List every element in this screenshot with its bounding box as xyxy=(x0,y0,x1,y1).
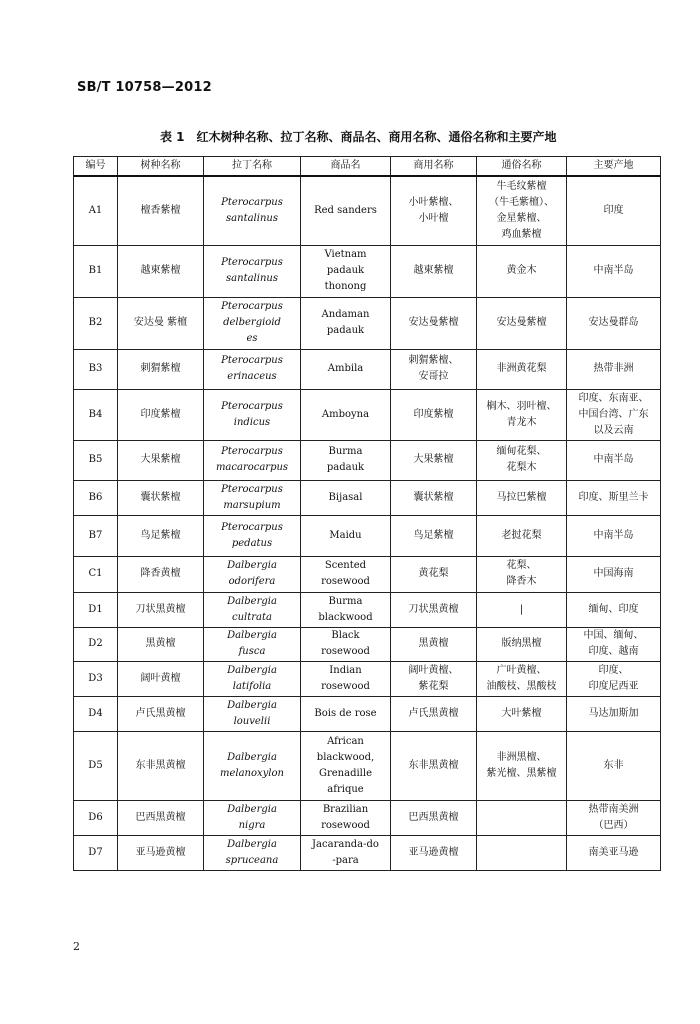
cell-species: 印度紫檀 xyxy=(118,389,204,440)
cell-line: blackwood, xyxy=(316,751,375,763)
cell-line: 刀状黑黄檀 xyxy=(408,603,459,615)
cell-line: 紫花梨 xyxy=(418,680,449,692)
table-row xyxy=(74,349,661,389)
cell-origin xyxy=(567,731,661,800)
cell-line: Ambila xyxy=(327,363,364,374)
cell-latin xyxy=(204,731,301,800)
cell-line: Pterocarpus xyxy=(221,257,283,268)
table-row xyxy=(74,389,661,440)
cell-commercial xyxy=(391,800,477,835)
cell-line: odorifera xyxy=(228,576,276,587)
cell-commercial xyxy=(391,515,477,556)
cell-latin xyxy=(204,800,301,835)
cell-line: afrique xyxy=(327,783,364,795)
cell-species: 东非黑黄檀 xyxy=(118,731,204,800)
cell-line: 印度紫檀 xyxy=(413,408,454,420)
cell-latin xyxy=(204,592,301,627)
cell-common xyxy=(477,731,567,800)
cell-line: 中国台湾、广东 xyxy=(578,408,649,420)
cell-trade xyxy=(301,515,391,556)
table-row xyxy=(74,556,661,592)
cell-trade xyxy=(301,245,391,297)
cell-line: 刺猬紫檀、 xyxy=(408,355,459,366)
table-row xyxy=(74,731,661,800)
cell-line: 黄金木 xyxy=(506,265,537,276)
cell-line: 鸡血紫檀 xyxy=(501,228,542,240)
cell-species: 巴西黑黄檀 xyxy=(118,800,204,835)
cell-line: 降香木 xyxy=(506,576,537,587)
cell-common xyxy=(477,297,567,349)
column-header: 树种名称 xyxy=(118,157,204,177)
cell-line: 榈木、羽叶檀、 xyxy=(486,400,557,412)
table-row xyxy=(74,297,661,349)
cell-species: 亚马逊黄檀 xyxy=(118,835,204,870)
cell-common xyxy=(477,627,567,661)
cell-line: Red sanders xyxy=(314,204,377,216)
cell-line: 牛毛纹紫檀 xyxy=(496,180,547,192)
cell-origin xyxy=(567,627,661,661)
table-title: 红木树种名称、拉丁名称、商品名、商用名称、通俗名称和主要产地 xyxy=(196,130,557,144)
cell-line: 小叶紫檀、 xyxy=(408,196,459,208)
cell-line: Amboyna xyxy=(321,408,370,420)
cell-line: 中南半岛 xyxy=(593,454,634,465)
table-row xyxy=(74,480,661,515)
cell-origin xyxy=(567,349,661,389)
cell-code: B1 xyxy=(74,245,118,297)
cell-line: latifolia xyxy=(232,680,272,692)
cell-code: D7 xyxy=(74,835,118,870)
cell-line: 南美亚马逊 xyxy=(588,846,639,858)
cell-line: Dalbergia xyxy=(227,630,277,641)
cell-line: santalinus xyxy=(226,212,278,224)
cell-commercial xyxy=(391,480,477,515)
table-number: 表 1 xyxy=(160,130,185,144)
cell-common xyxy=(477,440,567,480)
cell-line: Brazilian xyxy=(322,803,369,815)
cell-line: 印度尼西亚 xyxy=(588,680,639,692)
cell-line: 小叶檀 xyxy=(418,212,449,224)
cell-code: B5 xyxy=(74,440,118,480)
cell-line: rosewood xyxy=(321,680,370,692)
cell-commercial xyxy=(391,556,477,592)
cell-line: Dalbergia xyxy=(227,595,277,607)
cell-line: Bois de rose xyxy=(314,707,377,719)
cell-line: Pterocarpus xyxy=(221,483,283,495)
cell-line: | xyxy=(519,603,524,615)
cell-origin xyxy=(567,592,661,627)
cell-line: Black xyxy=(331,630,360,641)
cell-line: 越柬紫檀 xyxy=(413,265,454,276)
cell-line: 热带非洲 xyxy=(593,363,634,374)
cell-line: erinaceus xyxy=(227,371,277,382)
cell-code: B6 xyxy=(74,480,118,515)
cell-origin xyxy=(567,176,661,245)
cell-line: 安达曼紫檀 xyxy=(496,317,547,328)
cell-commercial xyxy=(391,696,477,731)
cell-line: Vietnam xyxy=(324,249,367,260)
cell-code: B2 xyxy=(74,297,118,349)
table-row xyxy=(74,696,661,731)
cell-line: padauk xyxy=(326,265,365,276)
cell-trade xyxy=(301,696,391,731)
cell-origin xyxy=(567,661,661,696)
cell-line: 热带南美洲 xyxy=(588,803,639,815)
cell-line: 巴西黑黄檀 xyxy=(408,811,459,823)
cell-commercial xyxy=(391,389,477,440)
cell-trade xyxy=(301,592,391,627)
cell-line: spruceana xyxy=(225,854,279,866)
cell-line: 中国海南 xyxy=(593,568,634,579)
cell-code: C1 xyxy=(74,556,118,592)
cell-common xyxy=(477,592,567,627)
cell-line: Indian xyxy=(329,664,362,676)
cell-commercial xyxy=(391,176,477,245)
table-row xyxy=(74,592,661,627)
cell-line: 大果紫檀 xyxy=(413,454,454,465)
species-table xyxy=(73,156,661,871)
cell-code: D3 xyxy=(74,661,118,696)
cell-line: 卢氏黑黄檀 xyxy=(408,707,459,719)
cell-line: Maidu xyxy=(329,529,362,541)
column-header: 商用名称 xyxy=(391,157,477,177)
cell-species: 黑黄檀 xyxy=(118,627,204,661)
cell-line: Scented xyxy=(324,560,367,571)
cell-line: 金星紫檀、 xyxy=(496,212,547,224)
cell-common xyxy=(477,556,567,592)
cell-code: D6 xyxy=(74,800,118,835)
cell-line: 缅甸、印度 xyxy=(588,603,639,615)
cell-line: marsupium xyxy=(223,499,281,511)
cell-line: padauk xyxy=(326,462,365,473)
cell-line: Andaman xyxy=(321,309,370,320)
cell-origin xyxy=(567,800,661,835)
cell-latin xyxy=(204,480,301,515)
cell-line: melanoxylon xyxy=(220,767,284,779)
cell-origin xyxy=(567,389,661,440)
cell-code: D5 xyxy=(74,731,118,800)
cell-line: 老挝花梨 xyxy=(501,529,542,541)
table-row xyxy=(74,515,661,556)
cell-line: Pterocarpus xyxy=(221,301,283,312)
table-row xyxy=(74,176,661,245)
cell-line: （牛毛紫檀）、 xyxy=(489,196,554,208)
cell-line: Burma xyxy=(328,446,363,457)
column-header: 编号 xyxy=(74,157,118,177)
cell-line: 印度、斯里兰卡 xyxy=(578,491,649,503)
cell-line: santalinus xyxy=(226,273,278,284)
cell-code: B7 xyxy=(74,515,118,556)
cell-commercial xyxy=(391,440,477,480)
cell-species: 鸟足紫檀 xyxy=(118,515,204,556)
column-header: 拉丁名称 xyxy=(204,157,301,177)
cell-line: rosewood xyxy=(321,576,370,587)
cell-line: 东非 xyxy=(603,759,624,771)
cell-line: Burma xyxy=(328,595,363,607)
cell-common xyxy=(477,176,567,245)
cell-species: 卢氏黑黄檀 xyxy=(118,696,204,731)
cell-line: 鸟足紫檀 xyxy=(413,529,454,541)
table-caption xyxy=(160,128,557,145)
table-body xyxy=(74,176,661,870)
cell-line: fusca xyxy=(238,646,266,657)
cell-trade xyxy=(301,627,391,661)
cell-line: 安达曼紫檀 xyxy=(408,317,459,328)
cell-line: 马拉巴紫檀 xyxy=(496,491,547,503)
cell-line: African xyxy=(327,735,364,747)
cell-line: 花梨木 xyxy=(506,462,537,473)
cell-line: 中南半岛 xyxy=(593,529,634,541)
cell-line: indicus xyxy=(233,416,271,428)
cell-line: Grenadille xyxy=(318,767,372,779)
table-row xyxy=(74,245,661,297)
cell-line: nigra xyxy=(238,819,266,831)
cell-line: Pterocarpus xyxy=(221,521,283,533)
cell-trade xyxy=(301,440,391,480)
cell-line: 黄花梨 xyxy=(418,568,449,579)
cell-trade xyxy=(301,349,391,389)
cell-line: Dalbergia xyxy=(227,664,277,676)
table-row xyxy=(74,627,661,661)
cell-species: 囊状紫檀 xyxy=(118,480,204,515)
cell-commercial xyxy=(391,627,477,661)
cell-trade xyxy=(301,731,391,800)
cell-line: （巴西） xyxy=(593,819,634,831)
cell-line: 非洲黄花梨 xyxy=(496,363,547,374)
cell-trade xyxy=(301,556,391,592)
cell-common xyxy=(477,835,567,870)
cell-latin xyxy=(204,176,301,245)
cell-species: 檀香紫檀 xyxy=(118,176,204,245)
cell-line: 版纳黑檀 xyxy=(501,638,542,649)
cell-species: 刀状黑黄檀 xyxy=(118,592,204,627)
cell-species: 越柬紫檀 xyxy=(118,245,204,297)
cell-origin xyxy=(567,556,661,592)
cell-code: D4 xyxy=(74,696,118,731)
cell-line: Pterocarpus xyxy=(221,400,283,412)
cell-line: Dalbergia xyxy=(227,699,277,711)
cell-species: 大果紫檀 xyxy=(118,440,204,480)
cell-line: 印度 xyxy=(603,204,624,216)
cell-line: thonong xyxy=(324,281,367,292)
cell-origin xyxy=(567,245,661,297)
cell-trade xyxy=(301,661,391,696)
cell-line: 印度、 xyxy=(598,664,629,676)
cell-line: 缅甸花梨、 xyxy=(496,446,547,457)
page-number: 2 xyxy=(73,940,80,953)
cell-line: 东非黑黄檀 xyxy=(408,759,459,771)
cell-line: Pterocarpus xyxy=(221,196,283,208)
cell-line: 亚马逊黄檀 xyxy=(408,846,459,858)
cell-line: Dalbergia xyxy=(227,751,277,763)
cell-code: B3 xyxy=(74,349,118,389)
cell-line: 广叶黄檀、 xyxy=(496,664,547,676)
cell-origin xyxy=(567,515,661,556)
cell-origin xyxy=(567,835,661,870)
cell-line: 阔叶黄檀、 xyxy=(408,664,459,676)
cell-common xyxy=(477,515,567,556)
cell-line: Dalbergia xyxy=(227,560,277,571)
cell-line: rosewood xyxy=(321,646,370,657)
cell-commercial xyxy=(391,592,477,627)
cell-latin xyxy=(204,440,301,480)
column-header: 通俗名称 xyxy=(477,157,567,177)
cell-line: blackwood xyxy=(318,611,373,623)
cell-line: rosewood xyxy=(321,819,370,831)
cell-line: cultrata xyxy=(232,611,272,623)
cell-common xyxy=(477,245,567,297)
cell-line: 以及云南 xyxy=(593,424,634,436)
cell-species: 安达曼 紫檀 xyxy=(118,297,204,349)
cell-origin xyxy=(567,440,661,480)
cell-trade xyxy=(301,176,391,245)
cell-species: 阔叶黄檀 xyxy=(118,661,204,696)
cell-commercial xyxy=(391,661,477,696)
column-header: 商品名 xyxy=(301,157,391,177)
cell-line: 青龙木 xyxy=(506,416,537,428)
cell-trade xyxy=(301,800,391,835)
cell-line: 花梨、 xyxy=(506,560,537,571)
cell-line: 安达曼群岛 xyxy=(588,317,639,328)
column-header: 主要产地 xyxy=(567,157,661,177)
cell-line: es xyxy=(246,333,258,344)
cell-line: -para xyxy=(332,854,359,866)
cell-line: 油酸枝、黑酸枝 xyxy=(486,680,557,692)
cell-latin xyxy=(204,835,301,870)
cell-commercial xyxy=(391,349,477,389)
cell-trade xyxy=(301,297,391,349)
cell-latin xyxy=(204,696,301,731)
cell-code: D1 xyxy=(74,592,118,627)
cell-line: 印度、东南亚、 xyxy=(578,392,649,404)
cell-latin xyxy=(204,245,301,297)
cell-latin xyxy=(204,297,301,349)
cell-common xyxy=(477,696,567,731)
cell-species: 降香黄檀 xyxy=(118,556,204,592)
cell-line: 囊状紫檀 xyxy=(413,491,454,503)
cell-common xyxy=(477,349,567,389)
cell-line: 中南半岛 xyxy=(593,265,634,276)
cell-code: B4 xyxy=(74,389,118,440)
cell-origin xyxy=(567,297,661,349)
cell-line: 中国、缅甸、 xyxy=(583,630,644,641)
cell-common xyxy=(477,800,567,835)
cell-commercial xyxy=(391,245,477,297)
cell-latin xyxy=(204,661,301,696)
table-row xyxy=(74,835,661,870)
cell-trade xyxy=(301,835,391,870)
cell-line: 安哥拉 xyxy=(418,371,449,382)
cell-common xyxy=(477,480,567,515)
cell-latin xyxy=(204,389,301,440)
table-header-row xyxy=(74,157,661,177)
cell-line: 黑黄檀 xyxy=(418,638,449,649)
cell-species: 刺猬紫檀 xyxy=(118,349,204,389)
cell-common xyxy=(477,389,567,440)
cell-origin xyxy=(567,696,661,731)
cell-commercial xyxy=(391,731,477,800)
cell-commercial xyxy=(391,297,477,349)
cell-origin xyxy=(567,480,661,515)
cell-commercial xyxy=(391,835,477,870)
cell-line: padauk xyxy=(326,325,365,336)
cell-code: A1 xyxy=(74,176,118,245)
cell-line: Bijasal xyxy=(328,491,363,503)
cell-line: louvelii xyxy=(233,715,271,727)
cell-line: Pterocarpus xyxy=(221,355,283,366)
cell-line: macarocarpus xyxy=(215,462,289,473)
cell-line: 马达加斯加 xyxy=(588,707,639,719)
cell-line: 印度、越南 xyxy=(588,646,639,657)
standard-id: SB/T 10758—2012 xyxy=(77,80,212,95)
cell-line: 紫光檀、黑紫檀 xyxy=(486,767,557,779)
table-row xyxy=(74,661,661,696)
cell-line: delbergioid xyxy=(223,317,281,328)
cell-latin xyxy=(204,349,301,389)
table-row xyxy=(74,440,661,480)
cell-latin xyxy=(204,515,301,556)
table-row xyxy=(74,800,661,835)
cell-trade xyxy=(301,389,391,440)
cell-latin xyxy=(204,627,301,661)
cell-code: D2 xyxy=(74,627,118,661)
cell-latin xyxy=(204,556,301,592)
cell-line: Dalbergia xyxy=(227,838,277,850)
cell-line: Pterocarpus xyxy=(221,446,283,457)
cell-line: pedatus xyxy=(231,537,273,549)
cell-common xyxy=(477,661,567,696)
cell-line: Jacaranda-do xyxy=(312,838,379,850)
cell-line: 非洲黑檀、 xyxy=(496,751,547,763)
cell-line: Dalbergia xyxy=(227,803,277,815)
cell-line: 大叶紫檀 xyxy=(501,707,542,719)
cell-trade xyxy=(301,480,391,515)
